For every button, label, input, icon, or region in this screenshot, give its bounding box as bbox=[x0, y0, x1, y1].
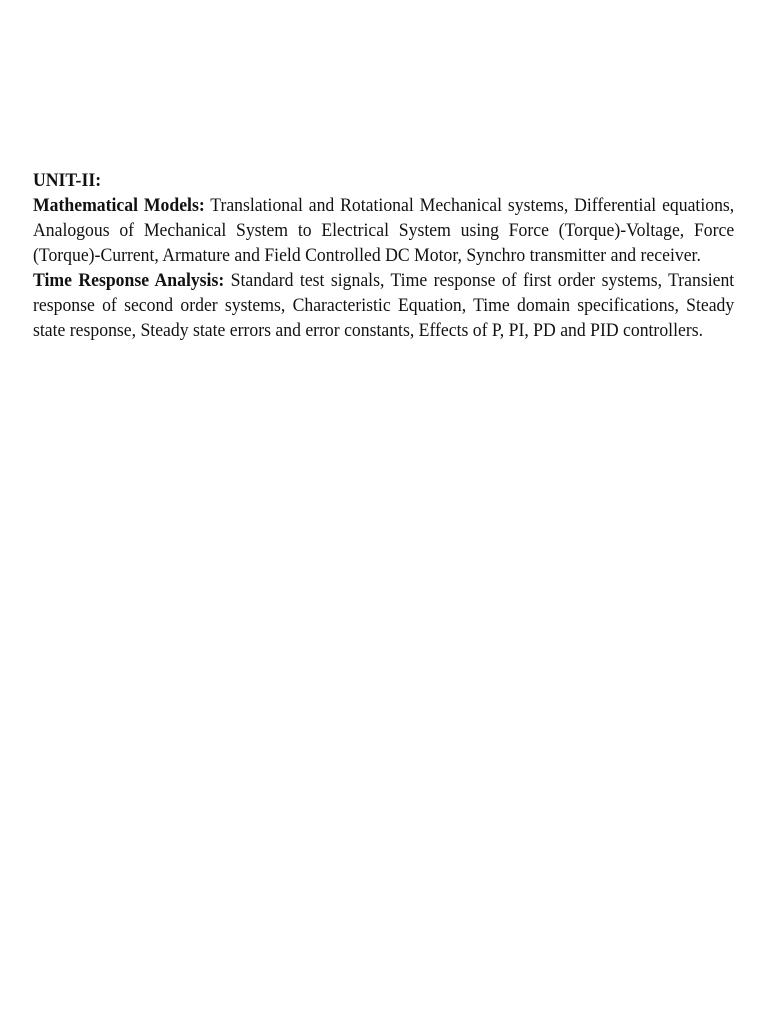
section-label: Mathematical Models: bbox=[33, 195, 205, 216]
unit-heading: UNIT-II: bbox=[33, 170, 102, 191]
section-mathematical-models bbox=[33, 193, 734, 268]
section-time-response-analysis bbox=[33, 268, 734, 343]
section-text: Standard test signals, Time response of first order systems, Transient response of second order systems, Characteristic Equation, Time domain specifications, Steady state response, Steady state errors and error constants, Effects of P, PI, PD and PID controllers. bbox=[33, 270, 735, 341]
section-label: Time Response Analysis: bbox=[33, 270, 225, 291]
section-text: Translational and Rotational Mechanical systems, Differential equations, Analogous of Mechanical System to Electrical System using Force (Torque)-Voltage, Force (Torque)-Current, Armature and Field Controlled DC Motor, Synchro transmitter and receiver. bbox=[33, 195, 735, 266]
syllabus-block bbox=[33, 168, 734, 343]
